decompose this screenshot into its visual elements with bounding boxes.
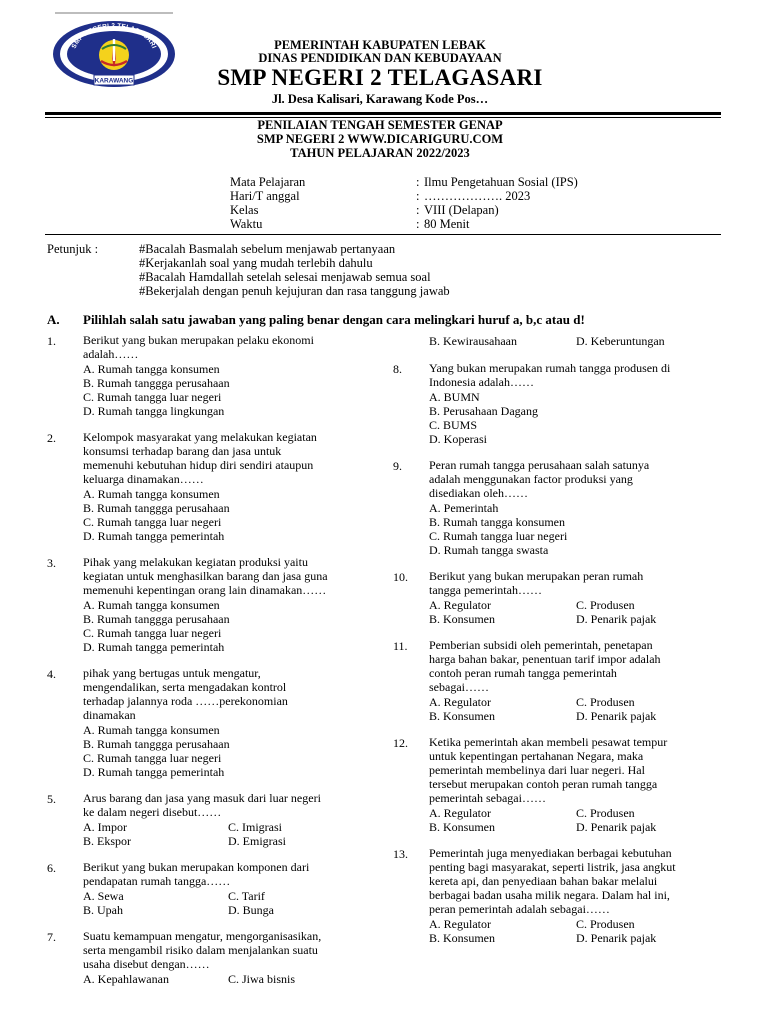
- answer-option[interactable]: D. Penarik pajak: [576, 820, 657, 834]
- answer-option[interactable]: A. Rumah tangga konsumen: [83, 362, 220, 376]
- answer-option[interactable]: C. Tarif: [228, 889, 265, 903]
- answer-option[interactable]: D. Rumah tangga pemerintah: [83, 529, 225, 543]
- school-address: Jl. Desa Kalisari, Karawang Kode Pos…: [271, 92, 489, 106]
- instruction-item: #Bacalah Hamdallah setelah selesai menjawab semua soal: [139, 270, 431, 284]
- question-number: 1.: [47, 334, 56, 348]
- info-label: Waktu: [230, 217, 263, 231]
- exam-title: PENILAIAN TENGAH SEMESTER GENAP: [257, 118, 503, 132]
- answer-option[interactable]: B. Rumah tanggga perusahaan: [83, 501, 230, 515]
- question-number: 6.: [47, 861, 56, 875]
- question-text: Peran rumah tangga perusahaan salah satunya adalah menggunakan factor produksi yang disediakan oleh……: [429, 458, 650, 500]
- question-number: 7.: [47, 930, 56, 944]
- info-value: 80 Menit: [424, 217, 470, 231]
- school-name: SMP NEGERI 2 TELAGASARI: [217, 65, 543, 90]
- answer-option[interactable]: A. Impor: [83, 820, 127, 834]
- instructions-label: Petunjuk :: [47, 242, 99, 256]
- answer-option[interactable]: C. Jiwa bisnis: [228, 972, 296, 986]
- question-text: Ketika pemerintah akan membeli pesawat tempur untuk kepentingan pertahanan Negara, maka pemerintah membelinya dari luar negeri. Hal tersebut merupakan contoh peran rumah tangga pemerintah sebagai……: [429, 735, 668, 805]
- answer-option[interactable]: C. Imigrasi: [228, 820, 282, 834]
- section-letter: A.: [47, 312, 60, 327]
- answer-option[interactable]: D. Penarik pajak: [576, 612, 657, 626]
- answer-option[interactable]: A. Regulator: [429, 598, 491, 612]
- answer-option[interactable]: C. BUMS: [429, 418, 478, 432]
- question-number: 5.: [47, 792, 56, 806]
- answer-option[interactable]: B. Rumah tanggga perusahaan: [83, 737, 230, 751]
- info-colon: :: [416, 217, 420, 231]
- question-number: 10.: [393, 570, 408, 584]
- answer-option[interactable]: D. Koperasi: [429, 432, 487, 446]
- instruction-item: #Bekerjalah dengan penuh kejujuran dan rasa tanggung jawab: [139, 284, 450, 298]
- info-colon: :: [416, 189, 420, 203]
- answer-option[interactable]: A. Regulator: [429, 806, 491, 820]
- answer-option[interactable]: C. Rumah tangga luar negeri: [429, 529, 568, 543]
- answer-option[interactable]: B. Perusahaan Dagang: [429, 404, 538, 418]
- instruction-item: #Bacalah Basmalah sebelum menjawab pertanyaan: [139, 242, 396, 256]
- question-text: Yang bukan merupakan rumah tangga produsen di Indonesia adalah……: [429, 361, 671, 389]
- answer-option[interactable]: A. Rumah tangga konsumen: [83, 598, 220, 612]
- answer-option[interactable]: C. Rumah tangga luar negeri: [83, 751, 222, 765]
- answer-option[interactable]: B. Konsumen: [429, 931, 495, 945]
- answer-option[interactable]: D. Rumah tangga pemerintah: [83, 765, 225, 779]
- exam-school: SMP NEGERI 2 WWW.DICARIGURU.COM: [256, 132, 504, 146]
- school-logo-icon: [50, 19, 178, 89]
- info-colon: :: [416, 203, 420, 217]
- question-text: Berikut yang bukan merupakan pelaku ekonomi adalah……: [83, 333, 314, 361]
- question-text: Arus barang dan jasa yang masuk dari luar negeri ke dalam negeri disebut……: [83, 791, 321, 819]
- question-text: Pemerintah juga menyediakan berbagai kebutuhan penting bagi masyarakat, seperti listrik, jasa angkut kereta api, dan penyediaan bahan bakar melalui berbagai badan usaha milik negara. Dalam hal ini, peran pemerintah adalah sebagai……: [429, 846, 676, 916]
- answer-option[interactable]: A. Kepahlawanan: [83, 972, 169, 986]
- info-divider: [45, 234, 721, 235]
- answer-option[interactable]: B. Upah: [83, 903, 123, 917]
- header-government: PEMERINTAH KABUPATEN LEBAK: [274, 38, 486, 52]
- answer-option[interactable]: C. Rumah tangga luar negeri: [83, 390, 222, 404]
- question-number: 3.: [47, 556, 56, 570]
- question-number: 11.: [393, 639, 408, 653]
- logo-banner-text: KARAWANG: [94, 77, 134, 85]
- answer-option[interactable]: C. Rumah tangga luar negeri: [83, 626, 222, 640]
- question-text: Berikut yang bukan merupakan peran rumah tangga pemerintah……: [429, 569, 644, 597]
- question-number: 4.: [47, 667, 56, 681]
- answer-option[interactable]: A. BUMN: [429, 390, 480, 404]
- section-instruction: Pilihlah salah satu jawaban yang paling benar dengan cara melingkari huruf a, b,c atau d!: [83, 312, 585, 327]
- header-divider-thick: [45, 112, 721, 115]
- answer-option[interactable]: A. Pemerintah: [429, 501, 499, 515]
- answer-option[interactable]: B. Rumah tangga konsumen: [429, 515, 565, 529]
- info-label: Hari/T anggal: [230, 189, 300, 203]
- answer-option[interactable]: D. Penarik pajak: [576, 709, 657, 723]
- info-label: Kelas: [230, 203, 259, 217]
- answer-option[interactable]: D. Rumah tangga lingkungan: [83, 404, 225, 418]
- answer-option[interactable]: A. Regulator: [429, 695, 491, 709]
- exam-year: TAHUN PELAJARAN 2022/2023: [290, 146, 470, 160]
- top-divider: [55, 12, 173, 14]
- answer-option[interactable]: A. Rumah tangga konsumen: [83, 487, 220, 501]
- question-number: 12.: [393, 736, 408, 750]
- answer-option[interactable]: D. Penarik pajak: [576, 931, 657, 945]
- answer-option[interactable]: D. Emigrasi: [228, 834, 286, 848]
- info-value: Ilmu Pengetahuan Sosial (IPS): [424, 175, 578, 189]
- question-text: Kelompok masyarakat yang melakukan kegiatan konsumsi terhadap barang dan jasa untuk memenuhi kebutuhan hidup diri sendiri ataupun keluarga dinamakan……: [83, 430, 317, 486]
- info-label: Mata Pelajaran: [230, 175, 306, 189]
- instruction-item: #Kerjakanlah soal yang mudah terlebih dahulu: [139, 256, 373, 270]
- answer-option[interactable]: B. Rumah tanggga perusahaan: [83, 376, 230, 390]
- question-number: 2.: [47, 431, 56, 445]
- info-value: VIII (Delapan): [424, 203, 499, 217]
- answer-option[interactable]: B. Konsumen: [429, 820, 495, 834]
- question-text: Pihak yang melakukan kegiatan produksi yaitu kegiatan untuk menghasilkan barang dan jasa guna memenuhi kepentingan orang lain dinamakan……: [83, 555, 328, 597]
- question-number: 8.: [393, 362, 402, 376]
- question-text: Suatu kemampuan mengatur, mengorganisasikan, serta mengambil risiko dalam menjalankan suatu usaha disebut dengan……: [83, 929, 322, 971]
- question-text: Berikut yang bukan merupakan komponen dari pendapatan rumah tangga……: [83, 860, 310, 888]
- answer-option[interactable]: B. Kewirausahaan: [429, 334, 517, 348]
- answer-option[interactable]: B. Konsumen: [429, 612, 495, 626]
- answer-option[interactable]: C. Produsen: [576, 695, 635, 709]
- question-number: 13.: [393, 847, 408, 861]
- answer-option[interactable]: C. Produsen: [576, 806, 635, 820]
- answer-option[interactable]: D. Bunga: [228, 903, 274, 917]
- answer-option[interactable]: D. Rumah tangga swasta: [429, 543, 549, 557]
- answer-option[interactable]: D. Keberuntungan: [576, 334, 665, 348]
- answer-option[interactable]: D. Rumah tangga pemerintah: [83, 640, 225, 654]
- answer-option[interactable]: A. Rumah tangga konsumen: [83, 723, 220, 737]
- answer-option[interactable]: C. Produsen: [576, 598, 635, 612]
- answer-option[interactable]: C. Rumah tangga luar negeri: [83, 515, 222, 529]
- answer-option[interactable]: A. Sewa: [83, 889, 124, 903]
- svg-text:SMP NEGERI 2 TELAGASARI: SMP NEGERI 2 TELAGASARI: [70, 22, 158, 50]
- answer-option[interactable]: B. Rumah tanggga perusahaan: [83, 612, 230, 626]
- info-value: ………………. 2023: [424, 189, 531, 203]
- answer-option[interactable]: A. Regulator: [429, 917, 491, 931]
- answer-option[interactable]: B. Konsumen: [429, 709, 495, 723]
- question-number: 9.: [393, 459, 402, 473]
- header-department: DINAS PENDIDIKAN DAN KEBUDAYAAN: [258, 51, 502, 65]
- question-text: pihak yang bertugas untuk mengatur, mengendalikan, serta mengadakan kontrol terhadap jalannya roda ……perekonomian dinamakan: [83, 666, 288, 722]
- question-text: Pemberian subsidi oleh pemerintah, penetapan harga bahan bakar, penentuan tarif impor adalah contoh peran rumah tangga pemerintah sebagai……: [429, 638, 661, 694]
- info-colon: :: [416, 175, 420, 189]
- answer-option[interactable]: C. Produsen: [576, 917, 635, 931]
- answer-option[interactable]: B. Ekspor: [83, 834, 131, 848]
